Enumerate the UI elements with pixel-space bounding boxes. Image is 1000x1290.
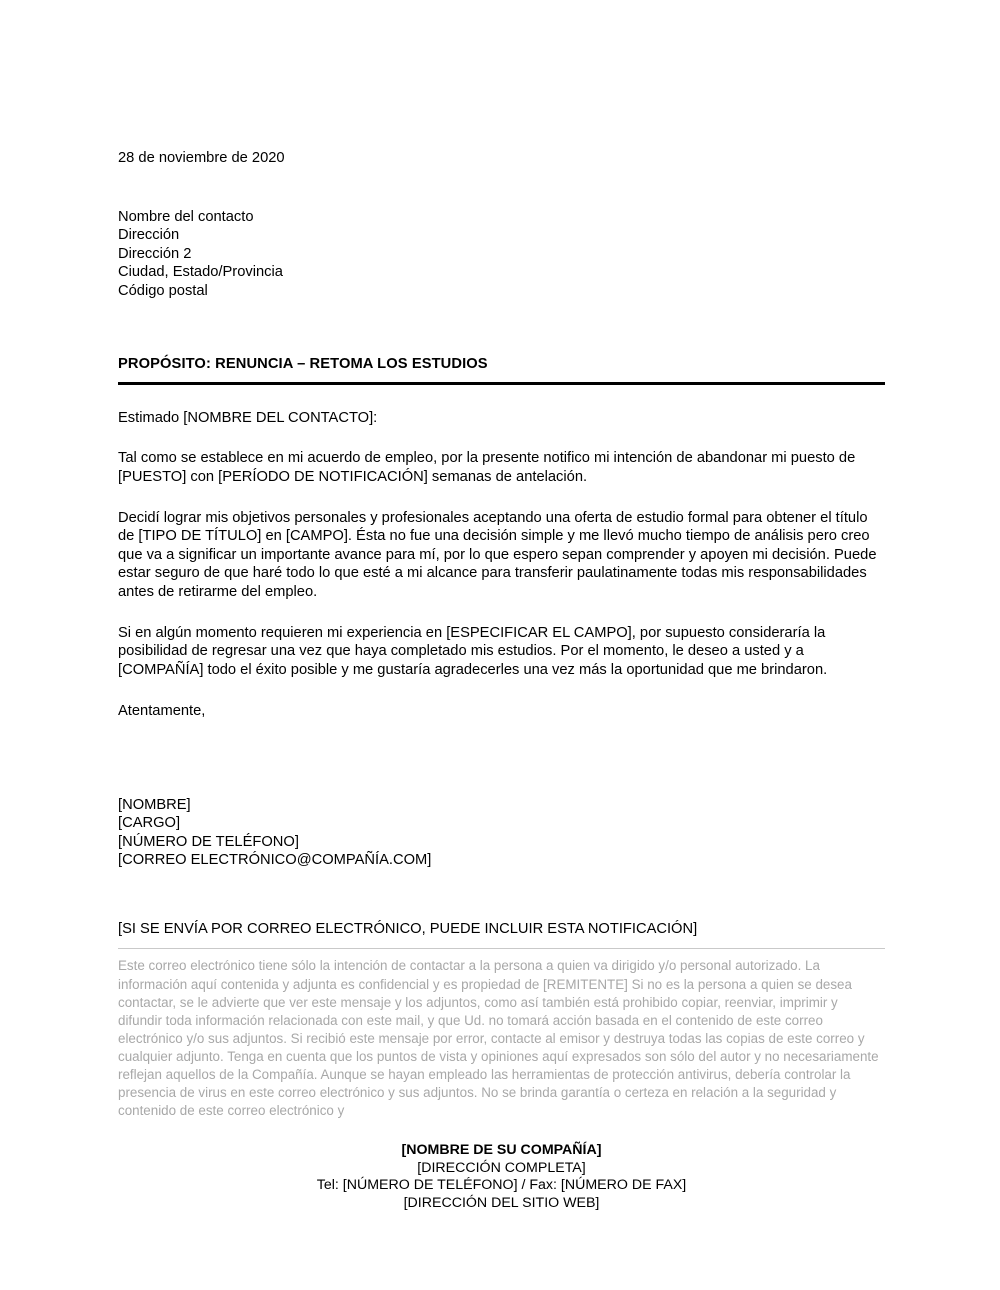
signature-line: [CORREO ELECTRÓNICO@COMPAÑÍA.COM]: [118, 852, 432, 868]
subject-divider: [118, 382, 885, 385]
footer-line: [DIRECCIÓN COMPLETA]: [417, 1159, 586, 1176]
footer-line: [DIRECCIÓN DEL SITIO WEB]: [403, 1195, 600, 1212]
body-paragraph: Tal como se establece en mi acuerdo de empleo, por la presente notifico mi intención de abandonar mi puesto de [PUESTO] con [PERÍODO DE NOTIFICACIÓN] semanas de antelación.: [118, 450, 856, 486]
signature-line: [NÚMERO DE TELÉFONO]: [118, 833, 299, 850]
address-line: Dirección: [118, 227, 180, 244]
notice-divider: [118, 948, 885, 949]
address-line: Ciudad, Estado/Provincia: [118, 264, 283, 281]
signature-block: [118, 796, 885, 870]
salutation: Estimado [NOMBRE DEL CONTACTO]:: [118, 410, 378, 427]
letter-date: 28 de noviembre de 2020: [118, 150, 285, 166]
address-line: Código postal: [118, 282, 208, 299]
recipient-address-block: [118, 208, 885, 300]
address-line: Nombre del contacto: [118, 209, 254, 225]
closing-salutation: Atentamente,: [118, 703, 206, 720]
email-notice-section: [118, 921, 885, 1120]
footer-line: Tel: [NÚMERO DE TELÉFONO] / Fax: [NÚMERO DE FAX]: [316, 1177, 687, 1194]
subject-heading: PROPÓSITO: RENUNCIA – RETOMA LOS ESTUDIOS: [118, 356, 488, 373]
body-paragraph: Si en algún momento requieren mi experiencia en [ESPECIFICAR EL CAMPO], por supuesto consideraría la posibilidad de regresar una vez que haya completado mis estudios. Por el momento, le deseo a usted y a [COMPAÑÍA] todo el éxito posible y me gustaría agradecerles una vez más la oportunidad que me brindaron.: [118, 624, 828, 678]
signature-line: [NOMBRE]: [118, 796, 191, 813]
signature-line: [CARGO]: [118, 815, 181, 832]
address-line: Dirección 2: [118, 245, 192, 262]
footer-line: [NOMBRE DE SU COMPAÑÍA]: [401, 1142, 602, 1159]
confidentiality-disclaimer: Este correo electrónico tiene sólo la intención de contactar a la persona a quien va dirigido y/o personal autorizado. La información aquí contenida y adjunta es confidencial y es propiedad de [REMITENTE] Si no es la persona a quien se desea contactar, se le advierte que ver este mensaje y los adjuntos, como así también está prohibido copiar, reenviar, imprimir y difundir toda información relacionada con este mail, y que Ud. no tomará acción basada en el contenido de este correo electrónico y/o sus adjuntos. Si recibió este mensaje por error, contacte al emisor y destruya todas las copias de este correo y cualquier adjunto. Tenga en cuenta que los puntos de vista y opiniones aquí expresados son sólo del autor y no necesariamente reflejan aquellos de la Compañía. Aunque se hayan empleado las herramientas de protección antivirus, debería controlar la presencia de virus en este correo electrónico y sus adjuntos. No se brinda garantía o certeza en relación a la seguridad y contenido de este correo electrónico y: [118, 958, 879, 1119]
email-notice-heading: [SI SE ENVÍA POR CORREO ELECTRÓNICO, PUEDE INCLUIR ESTA NOTIFICACIÓN]: [118, 921, 698, 938]
body-paragraph: Decidí lograr mis objetivos personales y profesionales aceptando una oferta de estudio formal para obtener el título de [TIPO DE TÍTULO] en [CAMPO]. Ésta no fue una decisión simple y me llevó mucho tiempo de análisis pero creo que va a significar un importante avance para mí, por lo que espero sepan comprender y apoyen mi decisión. Puede estar seguro de que haré todo lo que esté a mi alcance para transferir paulatinamente todas mis responsabilidades antes de retirarme del empleo.: [118, 509, 877, 600]
letter-content: [118, 150, 885, 1213]
company-footer: [118, 1142, 885, 1212]
